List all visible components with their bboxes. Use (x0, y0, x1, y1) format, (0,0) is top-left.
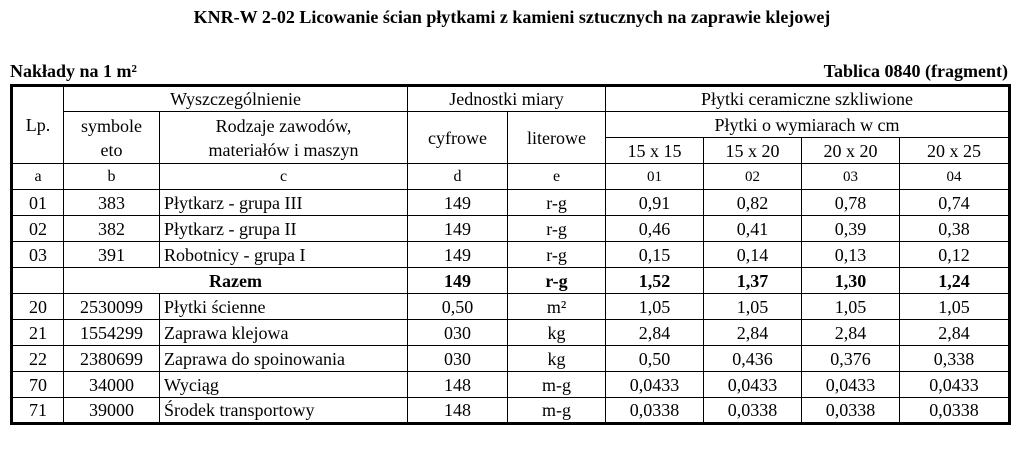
cell-value-01: 0,0338 (606, 398, 704, 424)
cell-lp: 03 (12, 242, 64, 268)
cell-cyfrowe: 030 (408, 346, 508, 372)
header-size-4: 20 x 25 (900, 138, 1010, 164)
cell-value-04: 2,84 (900, 320, 1010, 346)
norms-table (10, 84, 1011, 425)
cell-name: Płytki ścienne (160, 294, 408, 320)
cell-symbol: 39000 (64, 398, 160, 424)
sum-empty-lp (12, 268, 64, 294)
index-cell: e (508, 164, 606, 190)
cell-literowe: m-g (508, 398, 606, 424)
cell-symbol: 2530099 (64, 294, 160, 320)
cell-literowe: r-g (508, 216, 606, 242)
header-rodzaje (160, 112, 408, 164)
cell-name: Płytkarz - grupa II (160, 216, 408, 242)
sum-cyfrowe: 149 (408, 268, 508, 294)
header-wyszczegolnienie: Wyszczególnienie (64, 86, 408, 112)
cell-name: Zaprawa do spoinowania (160, 346, 408, 372)
cell-value-03: 0,78 (802, 190, 900, 216)
cell-cyfrowe: 030 (408, 320, 508, 346)
cell-value-04: 0,12 (900, 242, 1010, 268)
table-row (12, 372, 1010, 398)
cell-value-03: 0,376 (802, 346, 900, 372)
cell-lp: 21 (12, 320, 64, 346)
cell-value-01: 1,05 (606, 294, 704, 320)
table-row (12, 346, 1010, 372)
cell-value-02: 0,0433 (704, 372, 802, 398)
table-row (12, 398, 1010, 424)
header-row-1 (12, 86, 1010, 112)
cell-value-03: 0,0433 (802, 372, 900, 398)
cell-symbol: 383 (64, 190, 160, 216)
index-row (12, 164, 1010, 190)
sum-value-02: 1,37 (704, 268, 802, 294)
cell-value-04: 1,05 (900, 294, 1010, 320)
index-cell: b (64, 164, 160, 190)
header-size-1: 15 x 15 (606, 138, 704, 164)
cell-cyfrowe: 148 (408, 372, 508, 398)
cell-name: Płytkarz - grupa III (160, 190, 408, 216)
cell-value-03: 2,84 (802, 320, 900, 346)
cell-value-01: 0,46 (606, 216, 704, 242)
cell-cyfrowe: 149 (408, 216, 508, 242)
cell-literowe: kg (508, 320, 606, 346)
cell-value-02: 1,05 (704, 294, 802, 320)
header-eto: eto (100, 139, 123, 160)
cell-value-01: 0,15 (606, 242, 704, 268)
index-cell: d (408, 164, 508, 190)
sum-value-03: 1,30 (802, 268, 900, 294)
index-cell: c (160, 164, 408, 190)
cell-symbol: 382 (64, 216, 160, 242)
sum-value-04: 1,24 (900, 268, 1010, 294)
cell-literowe: r-g (508, 190, 606, 216)
cell-lp: 02 (12, 216, 64, 242)
table-row (12, 216, 1010, 242)
cell-cyfrowe: 148 (408, 398, 508, 424)
header-literowe: literowe (508, 112, 606, 164)
cell-value-03: 0,39 (802, 216, 900, 242)
cell-value-04: 0,74 (900, 190, 1010, 216)
cell-lp: 01 (12, 190, 64, 216)
cell-value-02: 2,84 (704, 320, 802, 346)
header-rodzaje-line1: Rodzaje zawodów, (215, 115, 352, 136)
cell-literowe: kg (508, 346, 606, 372)
cell-value-03: 0,13 (802, 242, 900, 268)
index-cell: 01 (606, 164, 704, 190)
cell-literowe: m-g (508, 372, 606, 398)
cell-symbol: 2380699 (64, 346, 160, 372)
table-row (12, 320, 1010, 346)
cell-lp: 22 (12, 346, 64, 372)
header-size-3: 20 x 20 (802, 138, 900, 164)
cell-value-01: 0,50 (606, 346, 704, 372)
header-cyfrowe: cyfrowe (408, 112, 508, 164)
cell-value-02: 0,82 (704, 190, 802, 216)
cell-value-02: 0,0338 (704, 398, 802, 424)
cell-literowe: m² (508, 294, 606, 320)
cell-name: Zaprawa klejowa (160, 320, 408, 346)
cell-value-04: 0,38 (900, 216, 1010, 242)
header-symbole: symbole (81, 115, 142, 136)
cell-value-01: 2,84 (606, 320, 704, 346)
cell-symbol: 34000 (64, 372, 160, 398)
cell-cyfrowe: 149 (408, 190, 508, 216)
table-row (12, 190, 1010, 216)
cell-cyfrowe: 149 (408, 242, 508, 268)
cell-value-03: 1,05 (802, 294, 900, 320)
cell-value-04: 0,0338 (900, 398, 1010, 424)
cell-lp: 20 (12, 294, 64, 320)
sum-row (12, 268, 1010, 294)
table-number-label: Tablica 0840 (fragment) (823, 61, 1008, 81)
cell-symbol: 1554299 (64, 320, 160, 346)
cell-value-04: 0,338 (900, 346, 1010, 372)
index-cell: 03 (802, 164, 900, 190)
header-size-2: 15 x 20 (704, 138, 802, 164)
sum-label: Razem (64, 268, 408, 294)
sum-value-01: 1,52 (606, 268, 704, 294)
cell-value-01: 0,0433 (606, 372, 704, 398)
cell-value-03: 0,0338 (802, 398, 900, 424)
cell-lp: 71 (12, 398, 64, 424)
cell-name: Środek transportowy (160, 398, 408, 424)
sum-literowe: r-g (508, 268, 606, 294)
index-cell: a (12, 164, 64, 190)
cell-value-02: 0,436 (704, 346, 802, 372)
header-rodzaje-line2: materiałów i maszyn (208, 139, 359, 160)
cell-lp: 70 (12, 372, 64, 398)
cell-symbol: 391 (64, 242, 160, 268)
cell-value-02: 0,14 (704, 242, 802, 268)
header-symbole-eto (64, 112, 160, 164)
index-cell: 04 (900, 164, 1010, 190)
header-plytki-wymiary: Płytki o wymiarach w cm (606, 112, 1010, 138)
table-row (12, 294, 1010, 320)
cell-literowe: r-g (508, 242, 606, 268)
cell-value-02: 0,41 (704, 216, 802, 242)
table-row (12, 242, 1010, 268)
norm-unit-label: Nakłady na 1 m² (10, 61, 137, 81)
header-plytki-group: Płytki ceramiczne szkliwione (606, 86, 1010, 112)
index-cell: 02 (704, 164, 802, 190)
cell-name: Robotnicy - grupa I (160, 242, 408, 268)
cell-cyfrowe: 0,50 (408, 294, 508, 320)
header-lp: Lp. (12, 86, 64, 164)
document-title: KNR-W 2-02 Licowanie ścian płytkami z kamieni sztucznych na zaprawie klejowej (193, 7, 831, 27)
cell-name: Wyciąg (160, 372, 408, 398)
cell-value-04: 0,0433 (900, 372, 1010, 398)
header-row-2 (12, 112, 1010, 138)
header-jednostki: Jednostki miary (408, 86, 606, 112)
cell-value-01: 0,91 (606, 190, 704, 216)
